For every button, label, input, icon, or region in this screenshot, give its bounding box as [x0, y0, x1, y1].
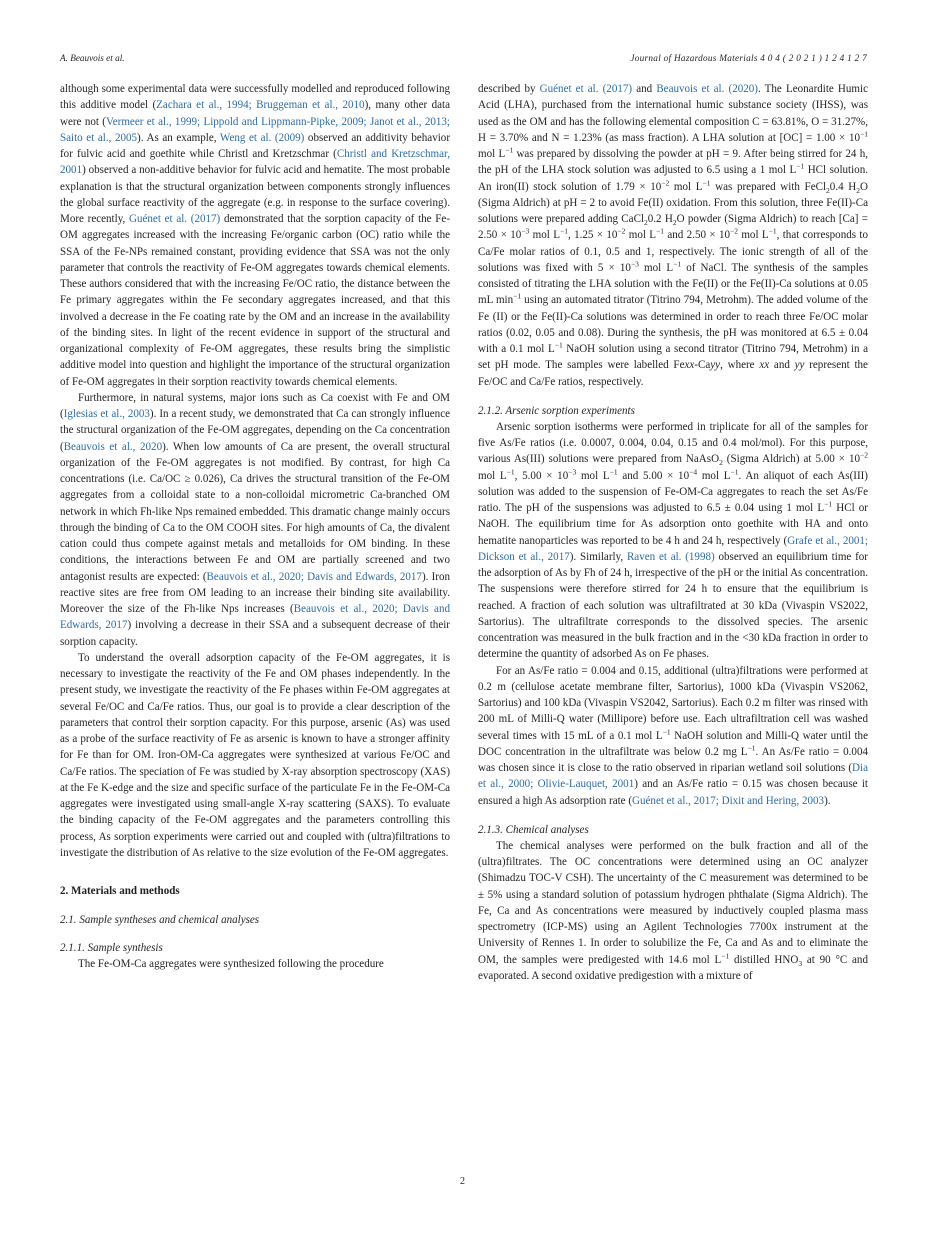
- section-heading: 2. Materials and methods: [60, 885, 180, 897]
- citation-link[interactable]: Weng et al. (2009): [219, 131, 305, 144]
- paragraph: although some experimental data were successfully modelled and reproduced following this additive model (Zachara et al., 1994; Bruggeman et al., 2010), many other data were not (Vermeer et al., 1999; Lippold and Lippmann-Pipke, 2009; Janot et al., 2013; Saito et al., 2005). As an example, Weng et al. (2009) observed an additivity behavior for fulvic acid and goethite while Christl and Kretzschmar (Christl and Kretzschmar, 2001) observed a non-additive behavior for fulvic acid and hematite. The most probable explanation is that the structural organization between components strongly influences the global surface reactivity of the aggregate (e.g. in response to the surface covering). More recently, Guénet et al. (2017) demonstrated that the sorption capacity of the Fe-OM aggregates increased with the increasing Fe/organic carbon (OC) ratio while the SSA of the Fe-NPs remained constant, providing evidence that SSA was not the only parameter that controls the reactivity of Fe-OM aggregates towards chemical elements. These authors considered that with the increasing Fe/OC ratio, the distance between the Fe primary aggregates within the Fe secondary aggregates increased, and that this involved a decrease in the Fe coating rate by the OM and an increase in the availability of the binding sites. In light of the recent evidence in support of the structural and organizational complexity of Fe-OM aggregates, these results bring the simplistic additive model into question and highlight the importance of the structural organization of Fe-OM aggregates in their sorption reactivity towards chemical elements.: [60, 83, 451, 388]
- citation-link[interactable]: Guénet et al. (2017): [539, 83, 633, 95]
- citation-link[interactable]: Beauvois et al. (2020): [656, 83, 758, 95]
- paragraph: The Fe-OM-Ca aggregates were synthesized following the procedure: [78, 958, 384, 970]
- paragraph: Furthermore, in natural systems, major ions such as Ca coexist with Fe and OM (Iglesias et al., 2003). In a recent study, we demonstrated that Ca can strongly influence the structural organization of the Fe-OM aggregates, depending on the Ca concentration (Beauvois et al., 2020). When low amounts of Ca are present, the overall structural organization of the Fe-OM aggregates is not modified. By contrast, for high Ca concentrations (i.e. Ca/OC ≥ 0.026), Ca drives the structural transition of the Fe-OM aggregates from a colloidal state to a non-colloidal micrometric Ca-branched OM network in which Fh-like Nps remained embedded. This dramatic change mainly occurs through the binding of Ca to the OM COOH sites. For high amounts of Ca, the divalent cation could thus compete against metals and metalloids for OM binding. In these conditions, the interactions between Fe and OM are partially screened and two antagonist results are expected: (Beauvois et al., 2020; Davis and Edwards, 2017). Iron reactive sites are free from OM leading to an increase their binding site availability. Moreover the size of the Fh-like Nps increases (Beauvois et al., 2020; Davis and Edwards, 2017) involving a decrease in their SSA and a subsequent decrease of their sorption capacity.: [60, 391, 451, 648]
- subsection-heading: 2.1. Sample syntheses and chemical analyses: [60, 914, 260, 926]
- subsubsection-heading: 2.1.2. Arsenic sorption experiments: [478, 404, 635, 417]
- citation-link[interactable]: Iglesias et al., 2003: [63, 408, 150, 420]
- citation-link[interactable]: Beauvois et al., 2020: [63, 440, 163, 453]
- paragraph: To understand the overall adsorption capacity of the Fe-OM aggregates, it is necessary to investigate the reactivity of the Fe and OM phases independently. In the present study, we investigate the reactivity of the Fe phases within Fe-OM aggregates at several Fe/OC and Ca/Fe ratios. Thus, our goal is to provide a clear description of the parameters that control their sorption capacity. For this purpose, arsenic (As) was used as a probe of the surface reactivity of Fe as arsenic is known to have a stronger affinity for Fe than for OM. Iron-OM-Ca aggregates were synthesized at various Fe/OC and Ca/Fe ratios. The speciation of Fe was studied by X-ray absorption spectroscopy (XAS) at the Fe K-edge and the size and specific surface of the particulate Fe in the Fe-OM-Ca aggregates were investigated using small-angle X-ray scattering (SAXS). To evaluate the binding capacity of the Fe-OM aggregates and the parameters controlling this process, As sorption experiments were carried out and coupled with (ultra)filtrations to investigate the distribution of As relative to the size evolution of the Fe-OM aggregates.: [60, 651, 450, 859]
- citation-link[interactable]: Vermeer et al., 1999; Lippold and Lippmann-Pipke, 2009; Janot et al., 2013; Saito et al., 2005: [60, 115, 451, 144]
- left-column: [60, 81, 450, 972]
- page-number: 2: [460, 1176, 465, 1187]
- citation-link[interactable]: Raven et al. (1998): [626, 550, 715, 563]
- citation-link[interactable]: Dia et al., 2000; Olivie-Lauquet, 2001: [478, 762, 868, 791]
- citation-link[interactable]: Christl and Kretzschmar, 2001: [60, 148, 450, 177]
- subsubsection-heading: 2.1.3. Chemical analyses: [478, 823, 589, 836]
- citation-link[interactable]: Guénet et al. (2017): [129, 213, 221, 225]
- running-header-authors: A. Beauvois et al.: [60, 53, 125, 63]
- right-column: [478, 81, 868, 984]
- citation-link[interactable]: Zachara et al., 1994; Bruggeman et al., 2010: [156, 99, 365, 112]
- running-header-journal: Journal of Hazardous Materials 4 0 4 ( 2 0 2 1 ) 1 2 4 1 2 7: [630, 53, 867, 63]
- citation-link[interactable]: Grafe et al., 2001; Dickson et al., 2017: [478, 534, 868, 563]
- subsubsection-heading: 2.1.1. Sample synthesis: [60, 942, 163, 954]
- paragraph: Arsenic sorption isotherms were performed in triplicate for all of the samples for five As/Fe ratios (i.e. 0.0007, 0.004, 0.04, 0.15 and 0.4 mol/mol). For this purpose, various As(III) solutions were prepared from NaAsO$_2$ (Sigma Aldrich) at $5.00 \times 10^{-2}$ mol $L^{-1}$, $5.00 \times 10^{-3}$ mol $L^{-1}$ and $5.00 \times 10^{-4}$ mol $L^{-1}$. An aliquot of each As(III) solution was added to the suspension of Fe-OM-Ca aggregates to reach the set As/Fe ratio. The pH of the suspensions was adjusted to 6.5 ± 0.04 using 1 mol $L^{-1}$ HCl or NaOH. The equilibrium time for As adsorption onto goethite with HA and onto hematite nanoparticles was reported to be 4 h and 24 h, respectively (Grafe et al., 2001; Dickson et al., 2017). Similarly, Raven et al. (1998) observed an equilibrium time for the adsorption of As by Fh of 24 h, irrespective of the pH or the initial As concentration. The suspensions were therefore stirred for 24 h to ensure that the equilibrium is reached. A fraction of each solution was ultrafiltrated at 30 kDa (Vivaspin VS2022, Sartorius). The ultrafiltrate corresponds to the dissolved species. The arsenic concentration was measured in the bulk fraction and in the <30 kDa fraction in order to determine the quantity of adsorbed As on Fe phases.: [478, 420, 868, 661]
- paragraph: For an As/Fe ratio = 0.004 and 0.15, additional (ultra)filtrations were performed at 0.2 m (cellulose acetate membrane filter, Sartorius), 1000 kDa (Vivaspin VS2062, Sartorius) and 100 kDa (Vivaspin VS2042, Sartorius). Each 0.2 m filter was rinsed with 200 mL of Milli-Q water (Millipore) before use. Each ultrafiltration cell was washed several times with 15 mL of a 0.1 mol $L^{-1}$ NaOH solution and Milli-Q water until the DOC concentration in the ultrafiltrate was below 0.2 mg $L^{-1}$. An As/Fe ratio = 0.004 was chosen since it is close to the ratio observed in riparian wetland soil solutions (Dia et al., 2000; Olivie-Lauquet, 2001) and an As/Fe ratio = 0.15 was chosen because it ensured a high As adsorption rate (Guénet et al., 2017; Dixit and Hering, 2003).: [478, 664, 869, 807]
- citation-link[interactable]: Beauvois et al., 2020; Davis and Edwards, 2017: [206, 570, 422, 583]
- citation-link[interactable]: Guénet et al., 2017; Dixit and Hering, 2003: [632, 794, 825, 807]
- citation-link[interactable]: Beauvois et al., 2020; Davis and Edwards, 2017: [60, 603, 451, 632]
- paragraph: The chemical analyses were performed on the bulk fraction and all of the (ultra)filtrates. The OC concentrations were determined using an OC analyzer (Shimadzu TOC-V CSH). The uncertainty of the C measurement was determined to be ± 5% using a standard solution of potassium hydrogen phthalate (Sigma Aldrich). The Fe, Ca and As concentrations were measured by inductively coupled plasma mass spectrometry (ICP-MS) using an Agilent Technologies 7700x instrument at the University of Rennes 1. In order to solubilize the Fe, Ca and As and to eliminate the OM, the samples were predigested with 14.6 mol $L^{-1}$ distilled $HNO_3$ at 90 °C and evaporated. A second oxidative predigestion with a mixture of: [478, 839, 868, 982]
- paragraph: described by Guénet et al. (2017) and Beauvois et al. (2020). The Leonardite Humic Acid (LHA), purchased from the international humic substance society (IHSS), was used as the OM and has the following elemental composition C = 63.81%, O = 31.27%, H = 3.70% and N = 1.23% (as mass fraction). A LHA solution at $[OC] = 1.00 \times 10^{-1}$ mol $L^{-1}$ was prepared by dissolving the powder at pH = 9. After being stirred for 24 h, the pH of the LHA stock solution was adjusted to 6.5 using a 1 mol $L^{-1}$ HCl solution. An iron(II) stock solution of $1.79 \times 10^{-2}$ mol $L^{-1}$ was prepared with FeCl$_2$0.4 $H_2O$ (Sigma Aldrich) at pH = 2 to avoid Fe(II) oxidation. From this solution, three Fe(II)-Ca solutions were prepared adding CaCl$_2$0.2 $H_2O$ powder (Sigma Aldrich) to reach $[Ca] = 2.50 \times 10^{-3}$ mol $L^{-1}$, $1.25 \times 10^{-2}$ mol $L^{-1}$ and $2.50 \times 10^{-2}$ mol $L^{-1}$, that corresponds to Ca/Fe molar ratios of 0.1, 0.5 and 1, respectively. The ionic strength of all of the solutions was fixed with $5 \times 10^{-3}$ mol $L^{-1}$ of NaCl. The synthesis of the samples consisted of titrating the LHA solution with the Fe(II) or the Fe(II)-Ca solutions at 0.05 mL $\min^{-1} using$ an automated titrator (Titrino 794, Metrohm). The added volume of the Fe (II) or the Fe(II)-Ca solutions was determined in order to reach three Fe/OC molar ratios (0.02, 0.05 and 0.08). During the synthesis, the pH was monitored at 6.5 ± 0.04 with a 0.1 mol $L^{-1}$ NaOH solution using a second titrator (Titrino 794, Metrohm) in a set pH mode. The samples were labelled Fexx-Cayy, where xx and yy represent the Fe/OC and Ca/Fe ratios, respectively.: [478, 83, 869, 388]
